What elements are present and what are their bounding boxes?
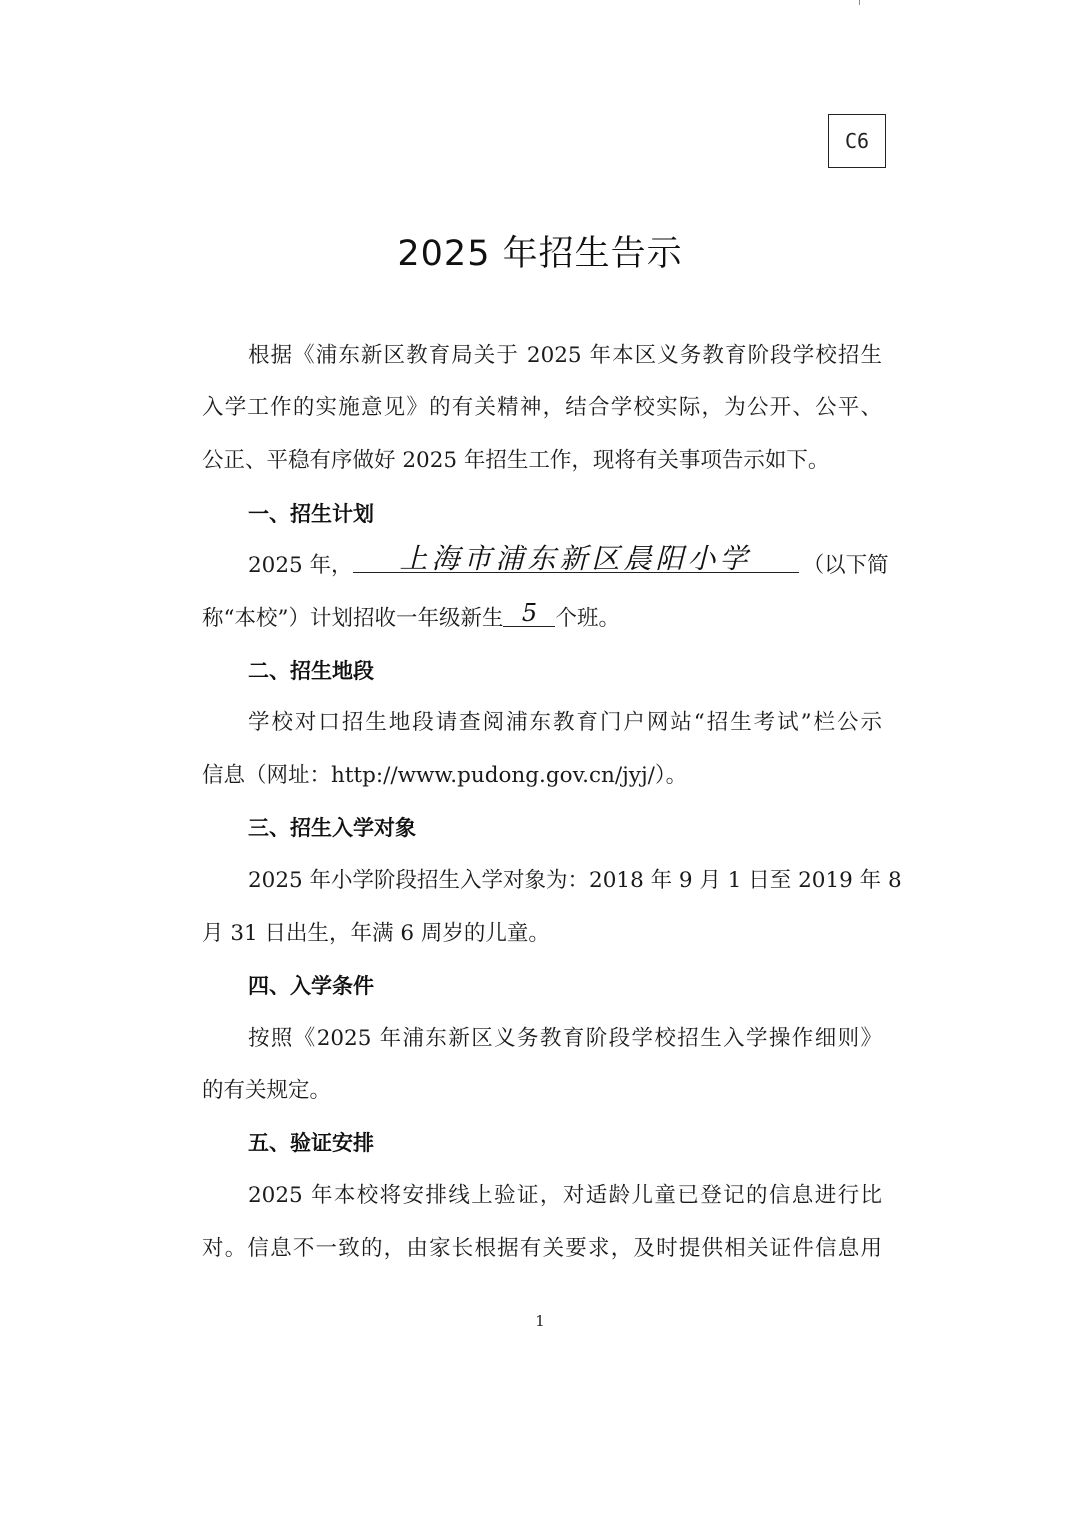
section-heading-enrollment-plan: 一、招生计划 [248, 502, 374, 526]
enrollment-zone-line-2: 信息（网址：http://www.pudong.gov.cn/jyj/）。 [202, 763, 688, 788]
verification-line-2: 对。信息不一致的，由家长根据有关要求，及时提供相关证件信息用 [202, 1236, 882, 1261]
document-code-box: C6 [828, 114, 886, 168]
enrollment-zone-line-1: 学校对口招生地段请查阅浦东教育门户网站“招生考试”栏公示 [248, 710, 882, 735]
school-name-handwritten-field: 上海市浦东新区晨阳小学 [353, 546, 799, 573]
section-heading-verification: 五、验证安排 [248, 1131, 374, 1155]
scan-mark [859, 0, 860, 5]
enrollment-plan-line2-suffix: 个班。 [555, 606, 620, 631]
eligible-children-line-1: 2025 年小学阶段招生入学对象为：2018 年 9 月 1 日至 2019 年 8 [248, 868, 902, 893]
enrollment-plan-suffix: （以下简 [802, 553, 889, 578]
section-heading-admission-conditions: 四、入学条件 [248, 974, 374, 998]
section-heading-eligible-children: 三、招生入学对象 [248, 816, 416, 840]
document-title: 2025 年招生告示 [397, 234, 683, 274]
enrollment-plan-line2-prefix: 称“本校”）计划招收一年级新生 [202, 606, 504, 631]
section-heading-enrollment-zone: 二、招生地段 [248, 659, 374, 683]
intro-line-1: 根据《浦东新区教育局关于 2025 年本区义务教育阶段学校招生 [248, 343, 882, 368]
eligible-children-line-2: 月 31 日出生，年满 6 周岁的儿童。 [202, 921, 550, 946]
page-number: 1 [535, 1312, 545, 1330]
verification-line-1: 2025 年本校将安排线上验证，对适龄儿童已登记的信息进行比 [248, 1183, 882, 1208]
enrollment-plan-prefix: 2025 年， [248, 553, 353, 578]
intro-line-2: 入学工作的实施意见》的有关精神，结合学校实际，为公开、公平、 [202, 395, 882, 420]
enrollment-plan-line-1 [248, 542, 889, 581]
intro-line-3: 公正、平稳有序做好 2025 年招生工作，现将有关事项告示如下。 [202, 448, 830, 473]
enrollment-plan-line-2 [202, 599, 882, 634]
admission-conditions-line-1: 按照《2025 年浦东新区义务教育阶段学校招生入学操作细则》 [248, 1026, 882, 1051]
class-count-handwritten-field: 5 [503, 600, 555, 627]
admission-conditions-line-2: 的有关规定。 [202, 1078, 332, 1103]
